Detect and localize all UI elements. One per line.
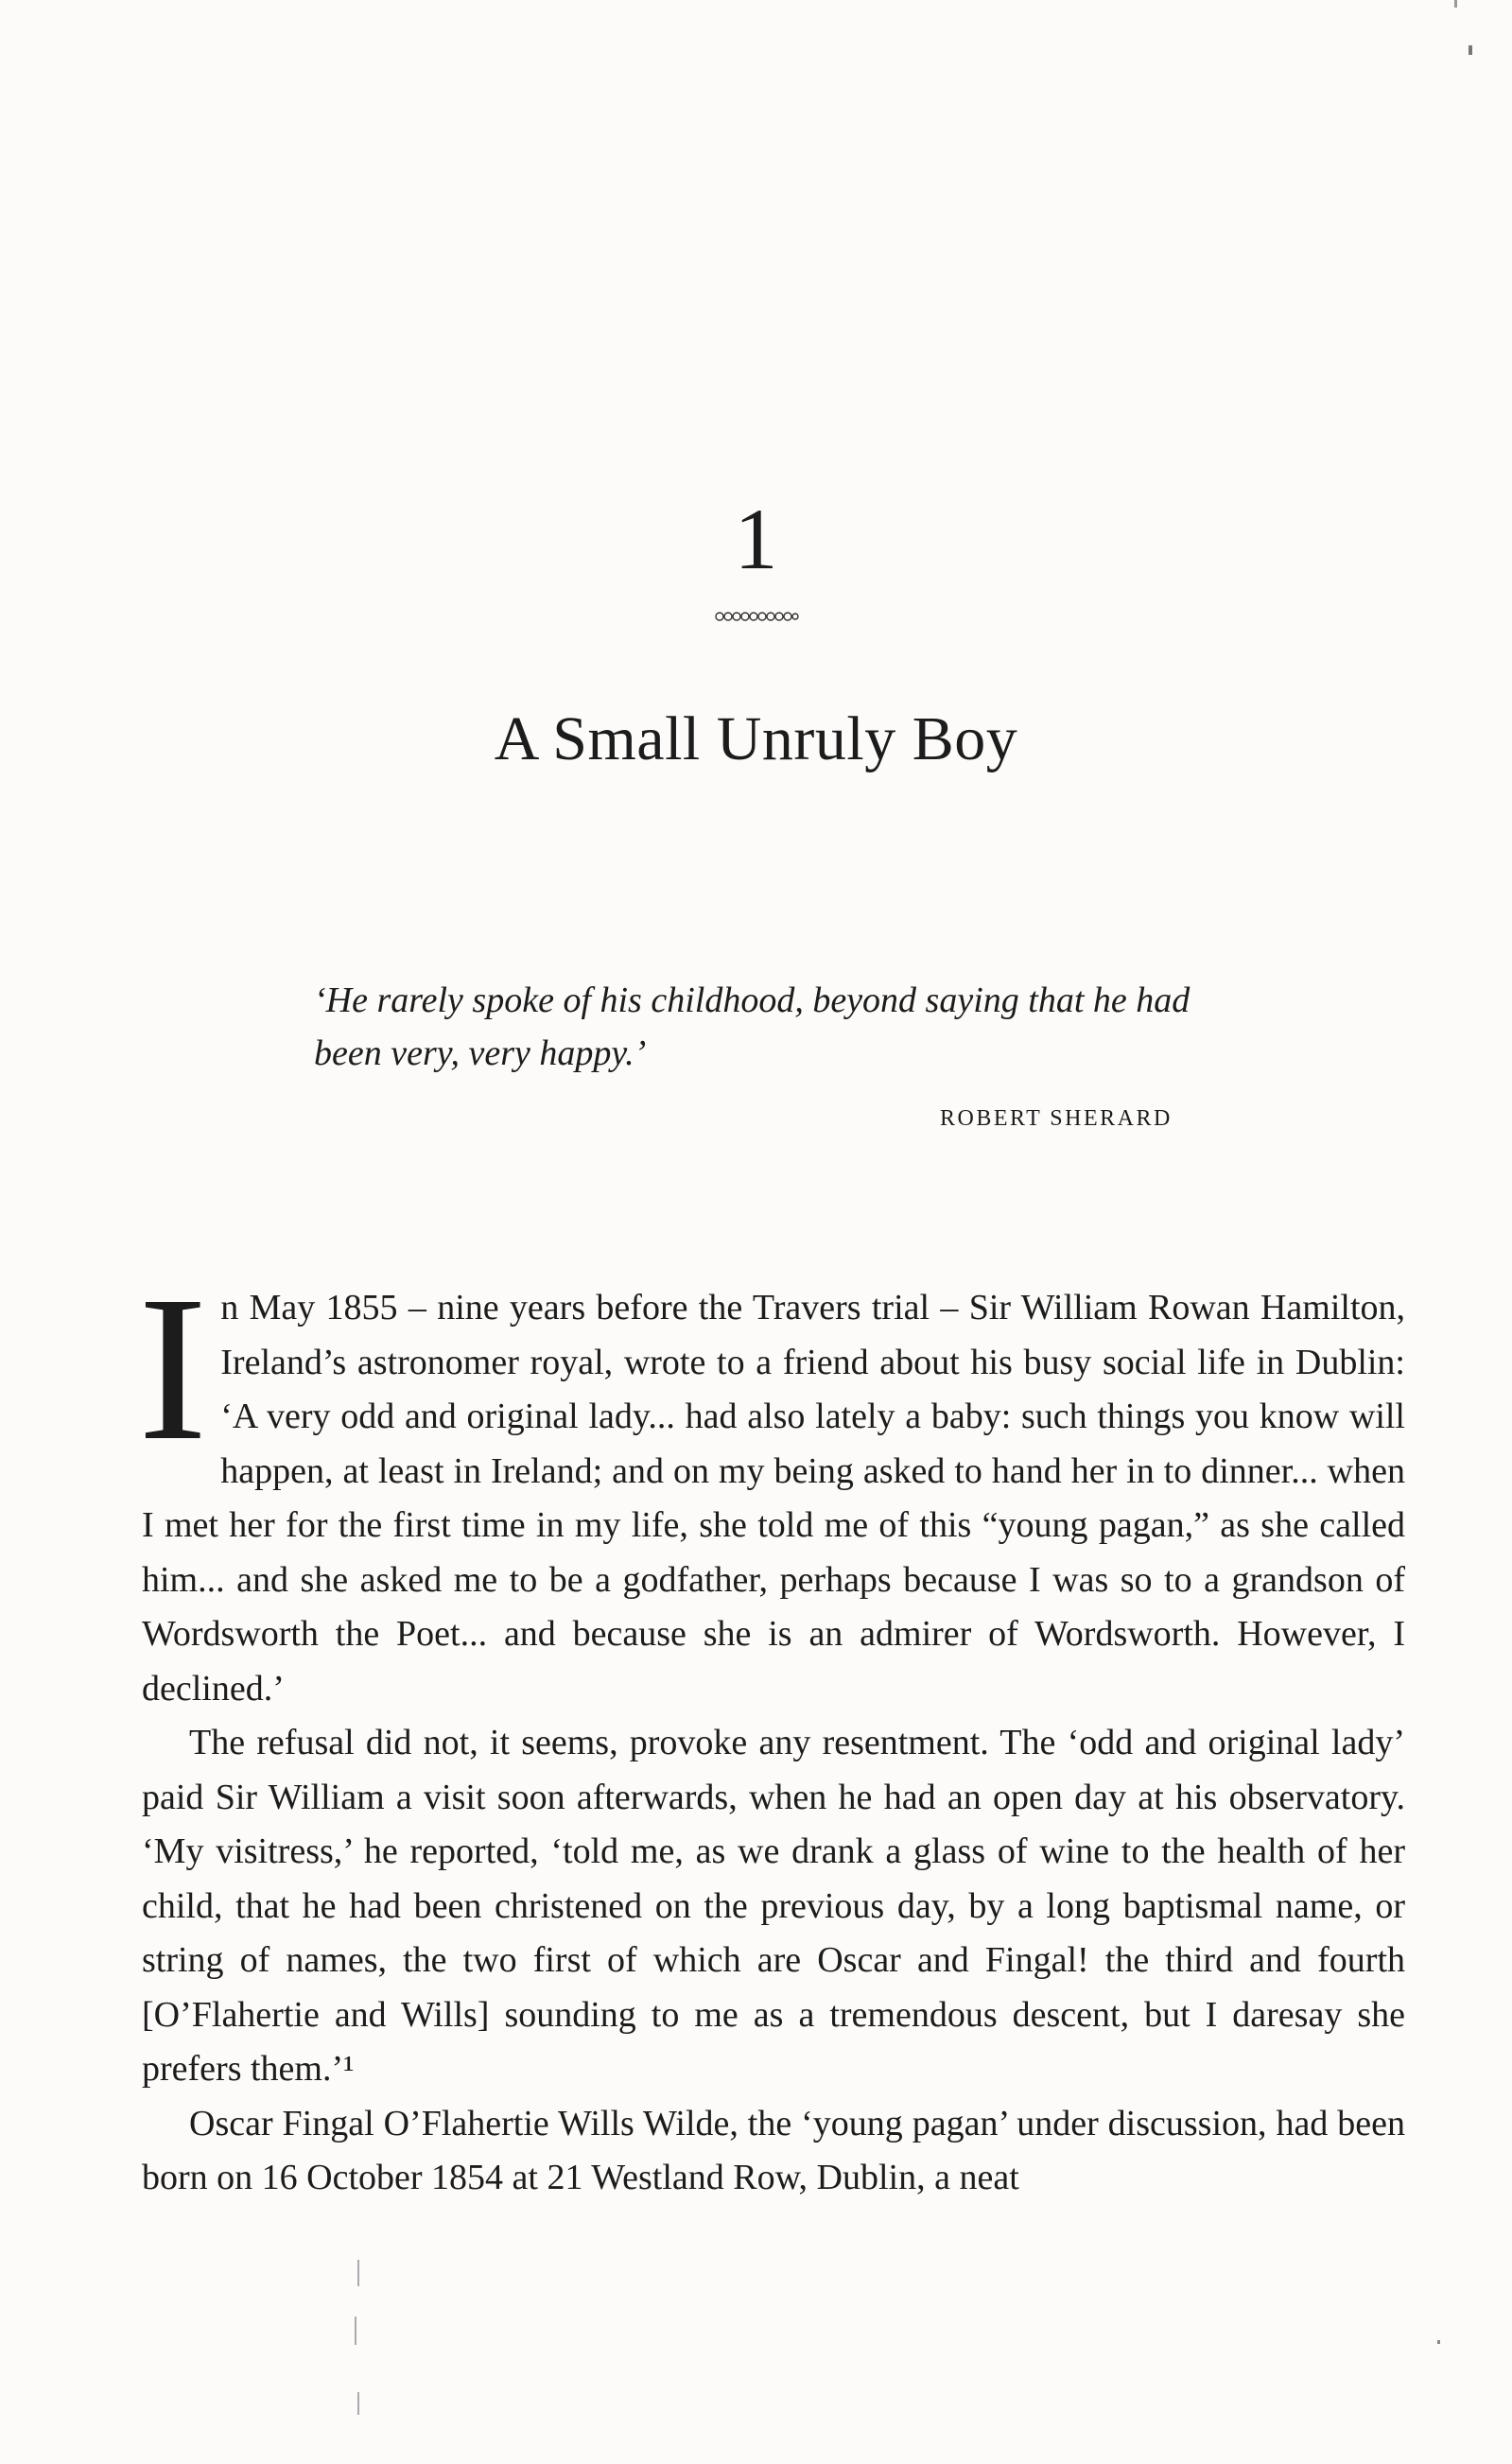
body-text (138, 1253, 1405, 2206)
chapter-number: 1 (734, 491, 778, 587)
drop-cap: I (138, 1253, 208, 1484)
epigraph (314, 974, 1260, 1080)
epigraph-author: ROBERT SHERARD (940, 1106, 1173, 1131)
chapter-ornament-icon (0, 610, 1512, 629)
paragraph-3: Oscar Fingal O’Flahertie Wills Wilde, the ‘young pagan’ under discussion, had been born on 16 October 1854 at 21 Westland Row, Dublin, a neat (142, 2103, 1405, 2197)
chapter-title: A Small Unruly Boy (494, 704, 1018, 773)
paragraph-1-text: n May 1855 – nine years before the Travers trial – Sir William Rowan Hamilton, Ireland’s astronomer royal, wrote to a friend about his busy social life in Dublin: ‘A very odd and original lady... had also lately a baby: such things you know will happen, at least in Ireland; and on my being asked to hand her in to dinner... when I met her for the first time in my life, she told me of this “young pagan,” as she called him... and she asked me to be a godfather, perhaps because I was so to a grandson of Wordsworth the Poet... and because she is an admirer of Wordsworth. However, I declined.’ (142, 1288, 1405, 1709)
paragraph-2: The refusal did not, it seems, provoke any resentment. The ‘odd and original lady’ paid Sir William a visit soon afterwards, when he had an open day at his observatory. ‘My visitress,’ he reported, ‘told me, as we drank a glass of wine to the health of her child, that he had been christened on the previous day, by a long baptismal name, or string of names, the two first of which are Oscar and Fingal! the third and fourth [O’Flahertie and Wills] sounding to me as a tremendous descent, but I daresay she prefers them.’¹ (142, 1723, 1405, 2089)
epigraph-quote: ‘He rarely spoke of his childhood, beyond saying that he had been very, very happy.’ (314, 980, 1190, 1073)
paragraph-1 (138, 1253, 1405, 1716)
